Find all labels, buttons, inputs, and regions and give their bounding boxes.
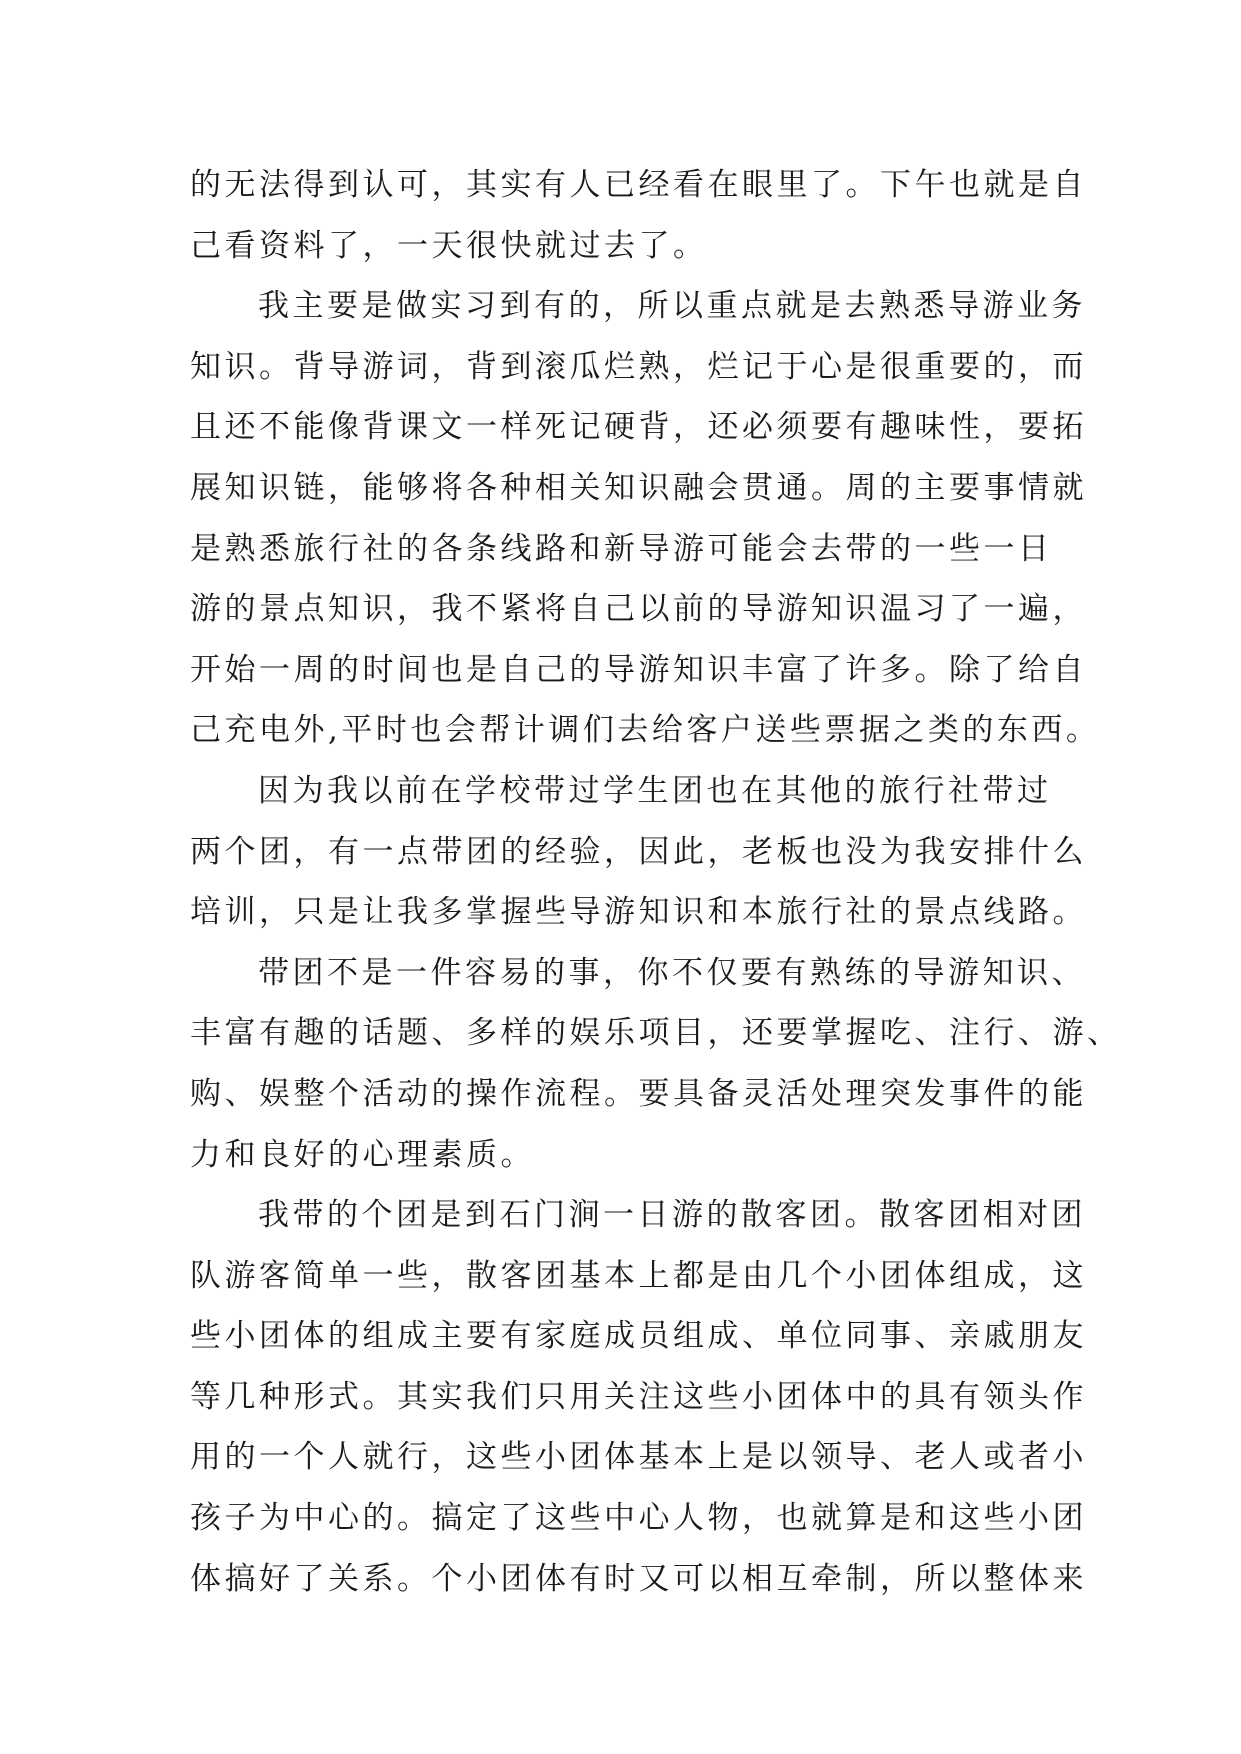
text-line: 购、娱整个活动的操作流程。要具备灵活处理突发事件的能 bbox=[190, 1075, 1087, 1112]
text-line: 力和良好的心理素质。 bbox=[190, 1136, 535, 1173]
text-line: 的无法得到认可，其实有人已经看在眼里了。下午也就是自 bbox=[190, 167, 1087, 203]
text-line: 游的景点知识，我不紧将自己以前的导游知识温习了一遍， bbox=[190, 591, 1087, 628]
text-line: 等几种形式。其实我们只用关注这些小团体中的具有领头作 bbox=[190, 1378, 1087, 1415]
text-line: 孩子为中心的。搞定了这些中心人物，也就算是和这些小团 bbox=[190, 1500, 1087, 1537]
paragraph-first-line: 因为我以前在学校带过学生团也在其他的旅行社带过 bbox=[258, 772, 1052, 809]
text-line: 两个团，有一点带团的经验，因此，老板也没为我安排什么 bbox=[190, 833, 1087, 870]
text-line: 用的一个人就行，这些小团体基本上是以领导、老人或者小 bbox=[190, 1439, 1087, 1476]
text-line: 些小团体的组成主要有家庭成员组成、单位同事、亲戚朋友 bbox=[190, 1318, 1087, 1355]
text-line: 是熟悉旅行社的各条线路和新导游可能会去带的一些一日 bbox=[190, 530, 1053, 567]
paragraph-first-line: 我带的个团是到石门涧一日游的散客团。散客团相对团 bbox=[258, 1197, 1086, 1234]
text-line: 队游客简单一些，散客团基本上都是由几个小团体组成，这 bbox=[190, 1257, 1087, 1294]
text-line: 开始一周的时间也是自己的导游知识丰富了许多。除了给自 bbox=[190, 651, 1087, 688]
text-line: 丰富有趣的话题、多样的娱乐项目，还要掌握吃、注行、游、 bbox=[190, 1015, 1122, 1052]
paragraph-first-line: 我主要是做实习到有的，所以重点就是去熟悉导游业务 bbox=[258, 288, 1086, 325]
text-line: 展知识链，能够将各种相关知识融会贯通。周的主要事情就 bbox=[190, 469, 1087, 506]
text-line: 且还不能像背课文一样死记硬背，还必须要有趣味性，要拓 bbox=[190, 409, 1087, 446]
text-line: 培训，只是让我多掌握些导游知识和本旅行社的景点线路。 bbox=[190, 894, 1087, 931]
paragraph-first-line: 带团不是一件容易的事，你不仅要有熟练的导游知识、 bbox=[258, 954, 1086, 991]
text-line: 体搞好了关系。个小团体有时又可以相互牵制，所以整体来 bbox=[190, 1560, 1087, 1597]
text-line: 己充电外,平时也会帮计调们去给客户送些票据之类的东西。 bbox=[190, 712, 1101, 749]
body-text bbox=[190, 155, 1122, 1609]
text-line: 己看资料了，一天很快就过去了。 bbox=[190, 227, 708, 264]
text-line: 知识。背导游词，背到滚瓜烂熟，烂记于心是很重要的，而 bbox=[190, 348, 1087, 385]
